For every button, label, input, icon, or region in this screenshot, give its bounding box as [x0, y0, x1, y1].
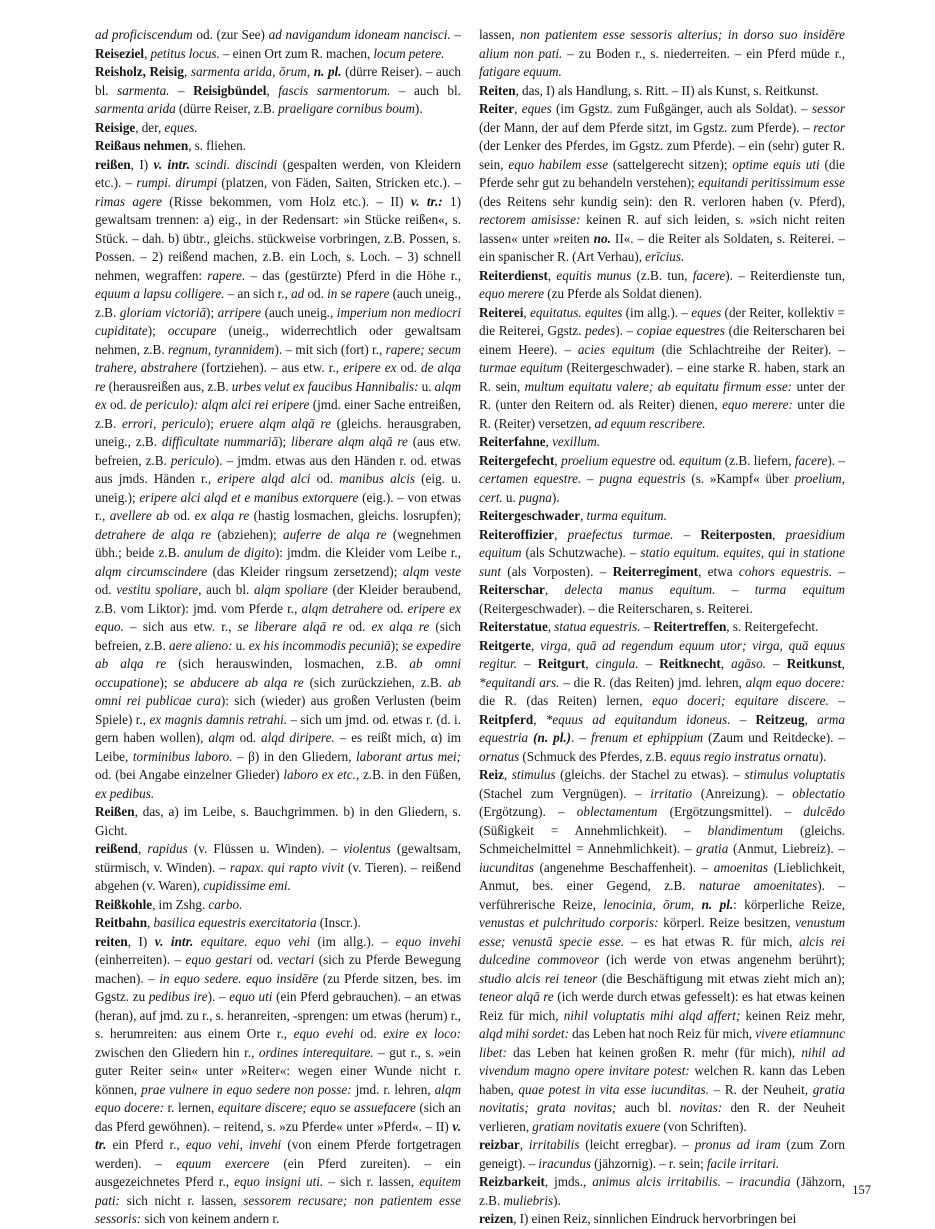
dictionary-entry: reißen, I) v. intr. scindi. discindi (gespalten werden, von Kleidern etc.). – rumpi. dirumpi (platzen, von Fäden, Saiten, Stricken etc.). – rimas agere (Risse bekommen, vom Holz etc.). – II) v. tr.: 1) gewaltsam trennen: a) eig., in der Redensart: »in Stücke reißen«, s. Stück. – dah. b) übtr., gleichs. stückweise vorbringen, z.B. Possen, s. Possen. – 2) reißend machen, z.B. ein Loch, s. Loch. – 3) schnell nehmen, wegraffen: rapere. – das (gestürzte) Pferd in die Höhe r., equum a lapsu colligere. – an sich r., ad od. in se rapere (auch uneig., z.B. gloriam victoriā); arripere (auch uneig., imperium non mediocri cupiditate); occupare (uneig., widerrechtlich oder gewaltsam nehmen, z.B. regnum, tyrannidem). – mit sich (fort) r., rapere; secum trahere, abstrahere (fortziehen). – aus etw. r., eripere ex od. de alqa re (herausreißen aus, z.B. urbes velut ex faucibus Hannibalis: u. alqm ex od. de periculo): alqm alci rei eripere (jmd. einer Sache entreißen, z.B. errori, periculo); eruere alqm alqā re (gleichs. herausgraben, uneig., z.B. difficultate nummariā); liberare alqm alqā re (aus etw. befreien, z.B. periculo). – jmdm. etwas aus den Händen r. od. etwas aus jmds. Händen r., eripere alqd alci od. manibus alcis (eig. u. uneig.); eripere alci alqd et e manibus extorquere (eig.). – von etwas r., avellere ab od. ex alqa re (hastig losmachen, gleichs. losrupfen); detrahere de alqa re (abziehen); auferre de alqa re (wegnehmen übh.; beide z.B. anulum de digito): jmdm. die Kleider vom Leibe r., alqm circumscindere (das Kleider ringsum zersetzend); alqm veste od. vestitu spoliare, auch bl. alqm spoliare (der Kleider beraubend, z.B. vom Liktor): jmd. vom Pferde r., alqm detrahere od. eripere ex equo. – sich aus etw. r., se liberare alqā re od. ex alqa re (sich befreien, z.B. aere alieno: u. ex his incommodis pecuniā); se expedire ab alqa re (sich herauswinden, losmachen, z.B. ab omni occupatione); se abducere ab alqa re (sich zurückziehen, z.B. ab omni rei publicae cura): sich (wieder) aus großen Verlusten (beim Spiele) r., ex magnis damnis retrahi. – sich um jmd. od. etwas r. (d. i. gern haben wollen), alqm od. alqd diripere. – es reißt mich, α) im Leibe, torminibus laboro. – β) in den Gliedern, laborant artus mei; od. (bei Angabe einzelner Glieder) laboro ex etc., z.B. in den Füßen, ex pedibus. — [95, 156, 461, 801]
dictionary-entry: Reitergeschwader, turma equitum. — [479, 508, 667, 523]
dictionary-entry: ad proficiscendum od. (zur See) ad navigandum idoneam nancisci. – Reiseziel, petitus locus. – einen Ort zum R. machen, locum petere. — [95, 27, 461, 61]
dictionary-entry: Reisholz, Reisig, sarmenta arida, ōrum, n. pl. (dürre Reiser). – auch bl. sarmenta. – Reisigbündel, fascis sarmentorum. – auch bl. sarmenta arida (dürre Reiser, z.B. praeligare cornibus boum). — [95, 64, 461, 116]
column-left — [95, 26, 461, 1229]
dictionary-entry: Reiten, das, I) als Handlung, s. Ritt. – II) als Kunst, s. Reitkunst. — [479, 82, 819, 98]
dictionary-entry: Reißkohle, im Zshg. carbo. — [95, 896, 243, 912]
dictionary-entry: Reiterfahne, vexillum. — [479, 434, 601, 449]
dictionary-entry: Reiteroffizier, praefectus turmae. – Reiterposten, praesidium equitum (als Schutzwache). – statio equitum. equites, qui in statione sunt (als Vorposten). – Reiterregiment, etwa cohors equestris. – Reiterschar, delecta manus equitum. – turma equitum (Reitergeschwader). – die Reiterscharen, s. Reiterei. — [479, 526, 845, 616]
page-number: 157 — [852, 1183, 871, 1197]
dictionary-entry: reiten, I) v. intr. equitare. equo vehi (im allg.). – equo invehi (einherreiten). – equo gestari od. vectari (sich zu Pferde Bewegung machen). – in equo sedere. equo insidēre (zu Pferde sitzen, bes. im Ggstz. zu pedibus ire). – equo uti (ein Pferd gebrauchen). – an etwas (heran), auf jmd. zu r., s. heranreiten, -sprengen: um etwas (herum) r., s. herumreiten: aus einem Orte r., equo evehi od. exire ex loco: zwischen den Gliedern hin r., ordines interequitare. – gut r., s. »ein guter Reiter sein« unter »Reiter«: wegen einer Wunde nicht r. können, prae vulnere in equo sedere non posse: jmd. r. lehren, alqm equo docere: r. lernen, equitare discere; equo se assuefacere (sich an das Pferd gewöhnen). – reitend, s. »zu Pferde« unter »Pferd«. – II) v. tr. ein Pferd r., equo vehi, invehi (von einem Pferde fortgetragen werden). – equum exercere (ein Pferd zureiten). – ein ausgezeichnetes Pferd r., equo insigni uti. – sich r. lassen, equitem pati: sich nicht r. lassen, sessorem recusare; non patientem esse sessoris: sich von keinem andern r. — [95, 933, 461, 1226]
dictionary-entry: reizen, I) einen Reiz, sinnlichen Eindruck hervorbringen bei — [479, 1211, 797, 1226]
dictionary-entry: Reisige, der, eques. — [95, 119, 198, 135]
dictionary-entry: Reiterstatue, statua equestris. – Reitertreffen, s. Reitergefecht. — [479, 619, 819, 634]
dictionary-entry: Reißen, das, a) im Leibe, s. Bauchgrimmen. b) in den Gliedern, s. Gicht. — [95, 804, 461, 838]
dictionary-entry: Reiterdienst, equitis munus (z.B. tun, facere). – Reiterdienste tun, equo merere (zu Pferde als Soldat dienen). — [479, 267, 845, 301]
dictionary-entry: Reiz, stimulus (gleichs. der Stachel zu etwas). – stimulus voluptatis (Stachel zum Vergnügen). – irritatio (Anreizung). – oblectatio (Ergötzung). – oblectamentum (Ergötzungsmittel). – dulcēdo (Süßigkeit = Annehmlichkeit). – blandimentum (gleichs. Schmeichelmittel = Annehmlichkeit). – gratia (Anmut, Liebreiz). – iucunditas (angenehme Beschaffenheit). – amoenitas (Lieblichkeit, Anmut, bes. einer Gegend, z.B. naturae amoenitates). – verführerische Reize, lenocinia, ōrum, n. pl.: körperliche Reize, venustas et pulchritudo corporis: körperl. Reize besitzen, venustum esse; venustā specie esse. – es hat etwas R. für mich, alcis rei dulcedine commoveor (ich werde von etwas angenehm berührt); studio alcis rei teneor (die Beschäftigung mit etwas zieht mich an); teneor alqā re (ich werde durch etwas gefesselt): es hat etwas keinen Reiz für mich, nihil voluptatis mihi alqd affert; keinen Reiz mehr, alqd mihi sordet: das Leben hat noch Reiz für mich, vivere etiamnunc libet: das Leben hat keinen großen R. mehr (für mich), nihil ad vivendum magno opere invitare potest: welchen R. kann das Leben haben, quae potest in vita esse iucunditas. – R. der Neuheit, gratia novitatis; grata novitas; auch bl. novitas: den R. der Neuheit verlieren, gratiam novitatis exuere (von Schriften). — [479, 767, 845, 1134]
dictionary-entry: Reiterei, equitatus. equites (im allg.). – eques (der Reiter, kollektiv = die Reiterei, Ggstz. pedes). – copiae equestres (die Reiterscharen bei einem Heere). – acies equitum (die Schlachtreihe der Reiter). – turmae equitum (Reitergeschwader). – eine starke R. haben, stark an R. sein, multum equitatu valere; ab equitatu firmum esse: unter der R. (unter den Reitern od. als Reiter) dienen, equo merere: unter die R. (Reiter) versetzen, ad equum rescribere. — [479, 304, 845, 431]
dictionary-entry: reißend, rapidus (v. Flüssen u. Winden). – violentus (gewaltsam, stürmisch, v. Winden). – rapax. qui rapto vivit (v. Tieren). – reißend abgehen (v. Waren), cupidissime emi. — [95, 841, 461, 893]
column-right — [479, 26, 845, 1229]
text-columns — [95, 26, 845, 1229]
dictionary-entry: lassen, non patientem esse sessoris alterius; in dorso suo insidēre alium non pati. – zu Boden r., s. niederreiten. – ein Pferd müde r., fatigare equum. — [479, 27, 845, 79]
dictionary-entry: Reiter, eques (im Ggstz. zum Fußgänger, auch als Soldat). – sessor (der Mann, der auf dem Pferde sitzt, im Ggstz. zum Pferde). – rector (der Lenker des Pferdes, im Ggstz. zum Pferde). – ein (sehr) guter R. sein, equo habilem esse (sattelgerecht sitzen); optime equis uti (die Pferde sehr gut zu behandeln verstehen); equitandi peritissimum esse (des Reitens sehr kundig sein): den R. verloren haben (v. Pferd), rectorem amisisse: keinen R. auf sich leiden, s. »sich nicht reiten lassen« unter »reiten no. II«. – die Reiter als Soldaten, s. Reiterei. – ein spanischer R. (Art Verhau), erīcius. — [479, 101, 845, 264]
dictionary-entry: Reizbarkeit, jmds., animus alcis irritabilis. – iracundia (Jähzorn, z.B. muliebris). — [479, 1174, 845, 1208]
dictionary-entry: reizbar, irritabilis (leicht erregbar). – pronus ad iram (zum Zorn geneigt). – iracundus (jähzornig). – r. sein; facile irritari. — [479, 1137, 845, 1171]
dictionary-entry: Reitbahn, basilica equestris exercitatoria (Inscr.). — [95, 915, 361, 930]
dictionary-entry: Reitergefecht, proelium equestre od. equitum (z.B. liefern, facere). – certamen equestre. – pugna equestris (s. »Kampf« über proelium, cert. u. pugna). — [479, 452, 845, 505]
dictionary-entry: Reitgerte, virga, quā ad regendum equum utor; virga, quā equus regitur. – Reitgurt, cingula. – Reitknecht, agāso. – Reitkunst, *equitandi ars. – die R. (das Reiten) jmd. lehren, alqm equo docere: die R. (das Reiten) lernen, equo doceri; equitare discere. – Reitpferd, *equus ad equitandum idoneus. – Reitzeug, arma equestria (n. pl.). – frenum et ephippium (Zaum und Reitdecke). – ornatus (Schmuck des Pferdes, z.B. equus regio instratus ornatu). — [479, 637, 845, 764]
dictionary-entry: Reißaus nehmen, s. fliehen. — [95, 138, 247, 153]
